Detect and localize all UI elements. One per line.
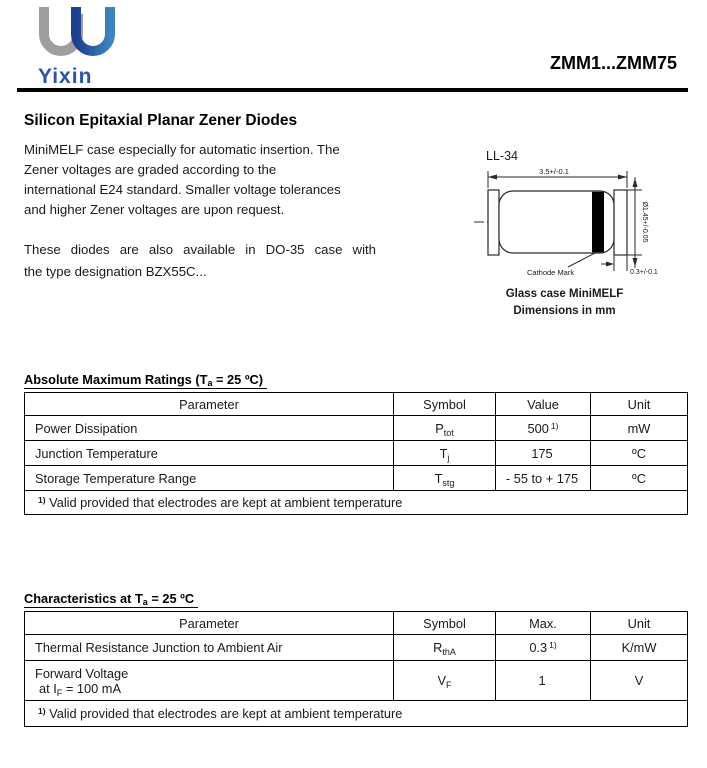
unit-cell: K/mW xyxy=(591,635,688,661)
description-paragraph-2 xyxy=(24,239,376,283)
footnote-marker: 1) xyxy=(38,495,46,505)
package-outline-drawing xyxy=(470,140,707,290)
arrowhead xyxy=(633,178,638,187)
parameter-cell: Junction Temperature xyxy=(25,441,394,466)
arrowhead xyxy=(618,175,627,180)
description-line: MiniMELF case especially for automatic insertion. The xyxy=(24,142,340,157)
symbol-cell xyxy=(394,441,496,466)
company-logo xyxy=(36,6,156,89)
logo-u-icon xyxy=(36,6,116,62)
table-row xyxy=(25,635,688,661)
arrowhead xyxy=(488,175,497,180)
unit-cell: ºC xyxy=(591,466,688,491)
logo-wordmark: Yixin xyxy=(38,65,93,88)
abs-max-ratings-section xyxy=(24,371,688,515)
description-line: These diodes are also available in DO-35 case with xyxy=(24,242,376,257)
cap-dimension-label: 0.3+/-0.1 xyxy=(630,269,658,276)
package-caption xyxy=(472,286,657,320)
footnote-marker: 1) xyxy=(38,706,46,716)
title-subscript: a xyxy=(142,597,148,607)
package-caption-line1: Glass case MiniMELF xyxy=(505,288,624,300)
title-text: = 25 ºC xyxy=(147,591,195,606)
symbol-subscript: F xyxy=(446,680,452,690)
table-row xyxy=(25,661,688,701)
value-cell xyxy=(496,416,591,441)
title-text: = 25 ºC) xyxy=(212,372,264,387)
value-cell xyxy=(496,635,591,661)
diameter-dimension-label: Ø1.45+/-0.05 xyxy=(641,201,648,243)
unit-cell: V xyxy=(591,661,688,701)
table-footnote-row xyxy=(25,491,688,515)
page-title: Silicon Epitaxial Planar Zener Diodes xyxy=(24,112,298,129)
header-divider xyxy=(17,88,688,92)
condition-text: = 100 mA xyxy=(62,680,121,696)
symbol-subscript: stg xyxy=(442,477,455,488)
package-caption-line2: Dimensions in mm xyxy=(513,305,616,317)
condition-subscript: F xyxy=(56,687,63,698)
title-text: Absolute Maximum Ratings (T xyxy=(24,372,208,387)
cathode-mark-label: Cathode Mark xyxy=(527,268,575,277)
description-line: the type designation BZX55C... xyxy=(24,264,207,279)
package-name-label: LL-34 xyxy=(486,149,518,163)
characteristics-table xyxy=(24,611,688,727)
symbol-base: T xyxy=(439,445,448,461)
value-cell xyxy=(496,466,591,491)
value-text: 500 xyxy=(527,420,549,436)
symbol-cell xyxy=(394,466,496,491)
condition-text: at I xyxy=(39,680,57,696)
leader-line xyxy=(568,252,597,267)
footnote-text: Valid provided that electrodes are kept at ambient temperature xyxy=(45,495,403,510)
parameter-line1: Forward Voltage xyxy=(35,665,129,681)
unit-cell: ºC xyxy=(591,441,688,466)
value-superscript: 1) xyxy=(549,640,557,650)
column-header: Parameter xyxy=(25,612,394,635)
symbol-base: V xyxy=(437,673,447,688)
symbol-subscript: thA xyxy=(442,647,456,657)
table-header-row xyxy=(25,393,688,416)
parameter-cell xyxy=(25,661,394,701)
parameter-cell: Power Dissipation xyxy=(25,416,394,441)
description-line: and higher Zener voltages are upon request. xyxy=(24,202,285,217)
parameter-cell: Storage Temperature Range xyxy=(25,466,394,491)
part-number-title: ZMM1...ZMM75 xyxy=(549,53,677,73)
column-header: Unit xyxy=(591,393,688,416)
left-end-cap xyxy=(488,190,499,255)
symbol-cell xyxy=(394,416,496,441)
table-row xyxy=(25,416,688,441)
value-cell xyxy=(496,661,591,701)
symbol-base: P xyxy=(435,420,444,436)
symbol-base: T xyxy=(434,470,443,486)
value-cell xyxy=(496,441,591,466)
symbol-cell xyxy=(394,635,496,661)
value-text: - 55 to + 175 xyxy=(505,470,579,486)
description-line: international E24 standard. Smaller voltage tolerances xyxy=(24,182,341,197)
column-header: Value xyxy=(496,393,591,416)
column-header: Symbol xyxy=(394,612,496,635)
table-footnote-row xyxy=(25,701,688,727)
value-superscript: 1) xyxy=(550,420,559,431)
table-row xyxy=(25,466,688,491)
symbol-base: R xyxy=(433,640,443,655)
title-subscript: a xyxy=(207,378,213,388)
value-text: 1 xyxy=(538,673,546,688)
abs-max-ratings-table xyxy=(24,392,688,515)
column-header: Parameter xyxy=(25,393,394,416)
cathode-band xyxy=(592,192,604,253)
parameter-cell: Thermal Resistance Junction to Ambient Air xyxy=(25,635,394,661)
table-row xyxy=(25,441,688,466)
title-text: Characteristics at T xyxy=(24,591,143,606)
footnote-text: Valid provided that electrodes are kept at ambient temperature xyxy=(45,706,403,721)
description-paragraph-1 xyxy=(24,140,384,220)
symbol-subscript: j xyxy=(447,452,450,463)
characteristics-title xyxy=(24,591,198,608)
footnote-cell xyxy=(25,701,688,727)
column-header: Max. xyxy=(496,612,591,635)
characteristics-section xyxy=(24,590,688,727)
column-header: Symbol xyxy=(394,393,496,416)
arrowhead xyxy=(606,262,614,267)
symbol-subscript: tot xyxy=(443,427,454,438)
right-end-cap xyxy=(614,190,627,255)
unit-cell: mW xyxy=(591,416,688,441)
value-text: 175 xyxy=(531,445,553,461)
abs-max-ratings-title xyxy=(24,372,267,389)
column-header: Unit xyxy=(591,612,688,635)
arrowhead xyxy=(633,258,638,267)
description-line: Zener voltages are graded according to the xyxy=(24,162,277,177)
footnote-cell xyxy=(25,491,688,515)
symbol-cell xyxy=(394,661,496,701)
length-dimension-label: 3.5+/-0.1 xyxy=(539,167,569,176)
parameter-line2 xyxy=(35,681,393,696)
table-header-row xyxy=(25,612,688,635)
value-text: 0.3 xyxy=(529,640,548,655)
